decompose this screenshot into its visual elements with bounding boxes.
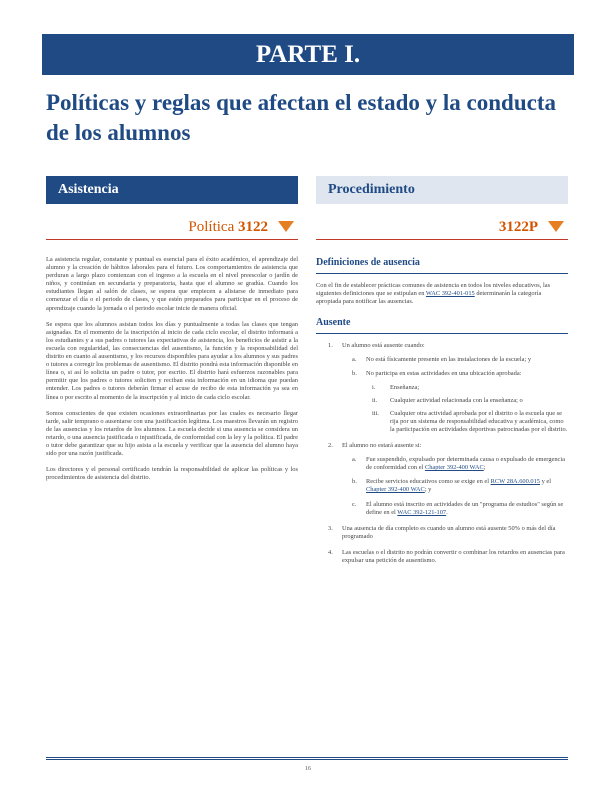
- wac-link[interactable]: WAC 392-401-015: [425, 290, 475, 298]
- item-number: 1.: [328, 342, 333, 350]
- sub-item: [352, 456, 568, 472]
- absence-rules-list: [328, 342, 568, 565]
- item-text: Las escuelas o el distrito no podrán convertir o combinar los retardos en ausencias para expulsar una petición de ausentismo.: [342, 548, 565, 564]
- sub-item: [352, 478, 568, 494]
- chapter-link[interactable]: Chapter 392-400 WAC: [424, 464, 484, 472]
- procedure-number-row: [316, 216, 568, 240]
- sub-text: No participa en estas actividades en una ubicación aprobada:: [366, 370, 522, 378]
- procedure-number: 3122P: [498, 219, 538, 235]
- wac-link[interactable]: WAC 392-121-107: [397, 508, 447, 516]
- attendance-policy-text: [46, 256, 298, 490]
- sub-item: [352, 356, 568, 364]
- sub-letter: c.: [352, 500, 357, 508]
- procedure-header: Procedimiento: [316, 176, 568, 204]
- sub-text: ;: [483, 464, 486, 472]
- sub-text: No está físicamente presente en las instalaciones de la escuela; y: [366, 356, 532, 364]
- roman-text: Cualquier actividad relacionada con la enseñanza; o: [390, 396, 523, 404]
- part-banner: [42, 34, 574, 75]
- roman-text: Enseñanza;: [390, 383, 420, 391]
- triangle-down-icon: [548, 221, 564, 232]
- definitions-title: Definiciones de ausencia: [316, 256, 568, 274]
- roman-number: ii.: [372, 396, 378, 404]
- part-title: PARTE I.: [255, 41, 361, 68]
- list-item: [328, 342, 568, 434]
- rcw-link[interactable]: RCW 28A.600.015: [490, 478, 541, 486]
- footer-divider: [46, 757, 568, 760]
- text: Con el fin de establecer prácticas comunes de asistencia en todos los niveles educativos, las siguientes definiciones que se estipulan en: [316, 282, 551, 298]
- item-text: Un alumno está ausente cuando:: [342, 342, 425, 350]
- roman-text: Cualquier otra actividad aprobada por el distrito o la escuela que se rija por un sistema de responsabilidad educativa y académica, como la participación en actividades deportivas patrocinadas por el distrito.: [390, 409, 568, 433]
- item-number: 2.: [328, 442, 333, 450]
- roman-item: [372, 397, 568, 405]
- sub-text: Recibe servicios educativos como se exige en el: [366, 478, 489, 486]
- item-number: 4.: [328, 548, 333, 556]
- paragraph: Se espera que los alumnos asistan todos los días y puntualmente a todas las clases que tengan asignadas. En el momento de la inscripción al inicio de cada ciclo escolar, el distrito informará a los estudiantes y a sus padres o tutores las expectativas de asistencia, los beneficios de asistir a la escuela con regularidad, las consecuencias del ausentismo, la función y la responsabilidad del distrito en cuanto al ausentismo, y los recursos disponibles para ayudar a los alumnos y sus padres o tutores a corregir los problemas de ausentismo. El distrito pondrá esta información disponible en línea o, si así lo solicita un padre o tutor, por escrito. El distrito hará esfuerzos razonables para permitir que los padres o tutores soliciten y reciban esta información en un idioma que puedan entender. Los padres o tutores deberán firmar el acuse de recibo de esta información ya sea en línea o por escrito al momento de la inscripción y al inicio de cada ciclo escolar.: [46, 320, 298, 401]
- text: determinarán la categoría apropiada para notificar las ausencias.: [316, 290, 542, 306]
- roman-number: iii.: [372, 409, 379, 417]
- sub-letter: a.: [352, 356, 357, 364]
- sub-letter: b.: [352, 478, 357, 486]
- page-number: 16: [305, 766, 311, 772]
- roman-list: [372, 384, 568, 434]
- definitions-paragraph: [316, 282, 568, 306]
- page-title: Políticas y reglas que afectan el estado y la conducta de los alumnos: [46, 90, 556, 145]
- sub-list: [352, 456, 568, 517]
- procedure-text: [316, 256, 568, 573]
- policy-number-row: [46, 216, 298, 240]
- roman-item: [372, 410, 568, 434]
- sub-text: Fue suspendido, expulsado por determinada causa o expulsado de emergencia de conformidad con el: [366, 456, 565, 472]
- sub-text: .: [446, 508, 448, 516]
- roman-item: [372, 384, 568, 392]
- paragraph: Somos conscientes de que existen ocasiones extraordinarias por las cuales es necesario llegar tarde, salir temprano o ausentarse con una justificación legítima. Los maestros llevarán un registro de las ausencias y los retardos de los alumnos. La escuela decide si una ausencia se considera un retardo, o una ausencia justificada o injustificada, de conformidad con la ley y la política. El padre o tutor debe garantizar que su hijo asista a la escuela y verificar que la ausencia del alumno haya sido por una razón justificada.: [46, 409, 298, 458]
- list-item: [328, 549, 568, 565]
- item-text: El alumno no estará ausente si:: [342, 442, 422, 450]
- sub-letter: a.: [352, 456, 357, 464]
- item-text: Una ausencia de día completo es cuando un alumno está ausente 50% o más del día programado: [342, 524, 556, 540]
- sub-text: ; y: [424, 486, 432, 494]
- sub-list: [352, 356, 568, 434]
- attendance-header: Asistencia: [46, 176, 298, 204]
- sub-text: El alumno está inscrito en actividades de un "programa de estudios" según se define en el: [366, 500, 564, 516]
- paragraph: La asistencia regular, constante y puntual es esencial para el éxito académico, el aprendizaje del alumno y la creación de hábitos laborales para el futuro. Los comportamientos de asistencia que perduran a largo plazo comienzan con el ingreso a la escuela en el nivel preescolar o jardín de niños, y continúan en secundaria y preparatoria, hasta que el alumno se gradúa. Cuando los estudiantes llegan al salón de clases, se espera que empiecen a alistarse de inmediato para comenzar el día o el periodo de clases, y que estén preparados para participar en el proceso de aprendizaje cuando la jornada o el periodo escolar inicie de manera oficial.: [46, 256, 298, 312]
- sub-text: y el: [541, 478, 552, 486]
- roman-number: i.: [372, 383, 376, 391]
- absent-title: Ausente: [316, 316, 568, 334]
- sub-item: [352, 501, 568, 517]
- policy-label: Política: [188, 219, 235, 235]
- sub-letter: b.: [352, 370, 357, 378]
- paragraph: Los directores y el personal certificado tendrán la responsabilidad de aplicar las políticas y los procedimientos de asistencia del distrito.: [46, 466, 298, 482]
- list-item: [328, 525, 568, 541]
- sub-item: [352, 370, 568, 434]
- policy-number: 3122: [238, 219, 268, 235]
- chapter-link[interactable]: Chapter 392-400 WAC: [366, 486, 425, 494]
- triangle-down-icon: [278, 221, 294, 232]
- item-number: 3.: [328, 524, 333, 532]
- list-item: [328, 442, 568, 517]
